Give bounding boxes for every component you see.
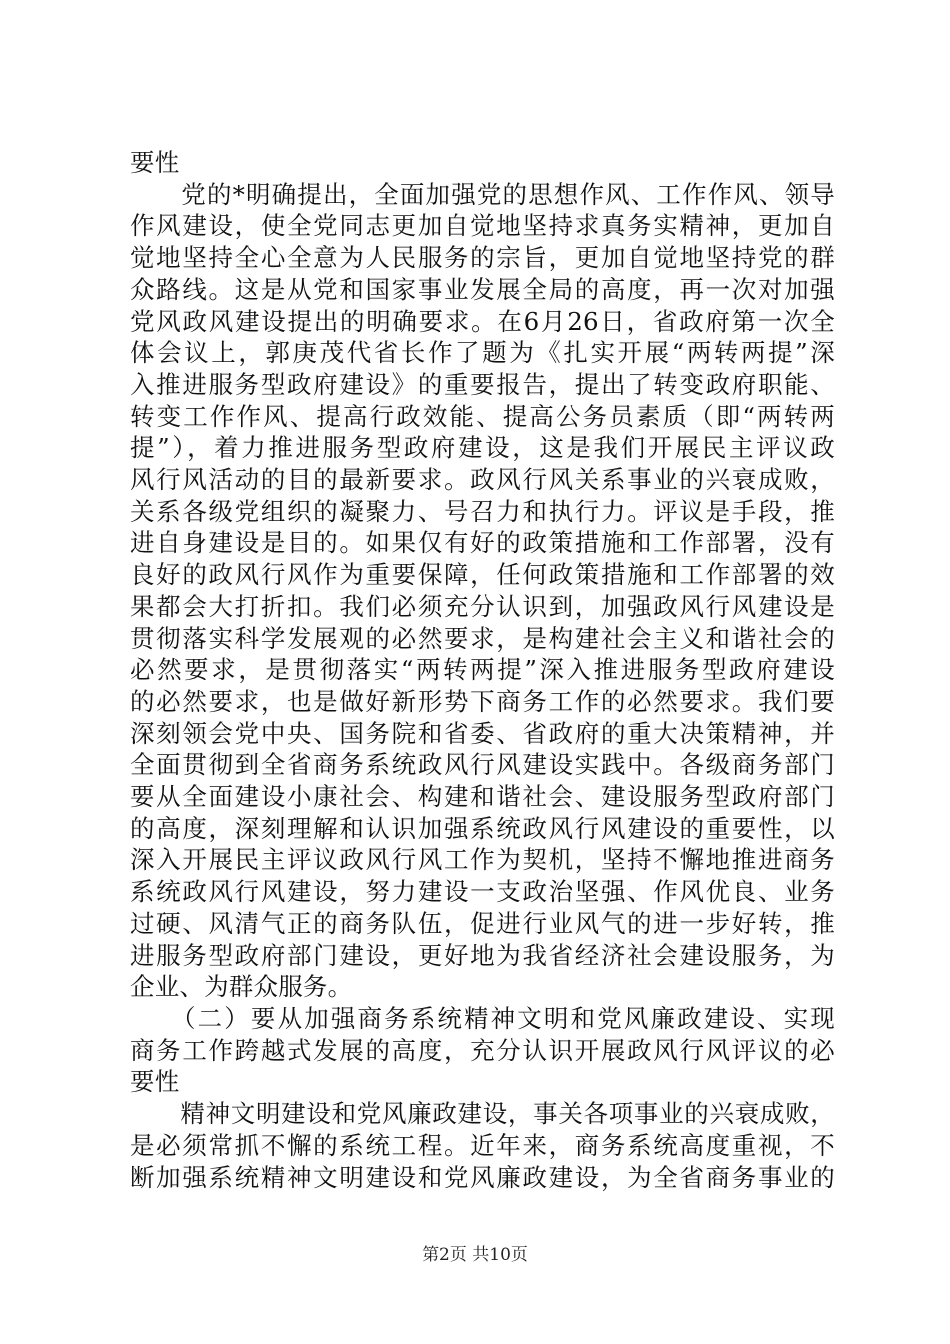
text-line: 系统政风行风建设，努力建设一支政治坚强、作风优良、业务 [130,877,835,907]
text-line: 的必然要求，也是做好新形势下商务工作的必然要求。我们要 [130,686,835,716]
text-line: 贯彻落实科学发展观的必然要求，是构建社会主义和谐社会的 [130,623,835,653]
text-line: 精神文明建设和党风廉政建设，事关各项事业的兴衰成败， [130,1099,835,1129]
text-line: 的高度，深刻理解和认识加强系统政风行风建设的重要性，以 [130,813,835,843]
text-line: 全面贯彻到全省商务系统政风行风建设实践中。各级商务部门 [130,750,835,780]
text-line: 断加强系统精神文明建设和党风廉政建设，为全省商务事业的 [130,1162,835,1192]
document-body [130,147,835,1193]
text-line: 关系各级党组织的凝聚力、号召力和执行力。评议是手段，推 [130,496,835,526]
text-line: 转变工作作风、提高行政效能、提高公务员素质（即“两转两 [130,401,835,431]
text-line: 商务工作跨越式发展的高度，充分认识开展政风行风评议的必 [130,1035,835,1065]
text-line: 提”），着力推进服务型政府建设，这是我们开展民主评议政 [130,433,835,463]
text-line: 企业、为群众服务。 [130,972,353,1002]
text-line: 必然要求，是贯彻落实“两转两提”深入推进服务型政府建设 [130,655,835,685]
text-line: 党风政风建设提出的明确要求。在6月26日，省政府第一次全 [130,306,835,336]
text-line: 进自身建设是目的。如果仅有好的政策措施和工作部署，没有 [130,528,835,558]
text-line: 良好的政风行风作为重要保障，任何政策措施和工作部署的效 [130,560,835,590]
text-line: 果都会大打折扣。我们必须充分认识到，加强政风行风建设是 [130,591,835,621]
text-line: 党的*明确提出，全面加强党的思想作风、工作作风、领导 [130,179,835,209]
text-line: 要性 [130,1067,180,1097]
text-line: 要从全面建设小康社会、构建和谐社会、建设服务型政府部门 [130,782,835,812]
text-line: 是必须常抓不懈的系统工程。近年来，商务系统高度重视，不 [130,1130,835,1160]
text-line: 深入开展民主评议政风行风工作为契机，坚持不懈地推进商务 [130,845,835,875]
text-line: 要性 [130,148,180,177]
text-line: （二）要从加强商务系统精神文明和党风廉政建设、实现 [130,1003,835,1033]
page-footer: 第2页 共10页 [422,1245,528,1265]
text-line: 体会议上，郭庚茂代省长作了题为《扎实开展“两转两提”深 [130,338,835,368]
text-line: 作风建设，使全党同志更加自觉地坚持求真务实精神，更加自 [130,211,835,241]
text-line: 觉地坚持全心全意为人民服务的宗旨，更加自觉地坚持党的群 [130,243,835,273]
text-line: 众路线。这是从党和国家事业发展全局的高度，再一次对加强 [130,274,835,304]
text-line: 入推进服务型政府建设》的重要报告，提出了转变政府职能、 [130,369,835,399]
text-line: 过硬、风清气正的商务队伍，促进行业风气的进一步好转，推 [130,908,835,938]
text-line: 深刻领会党中央、国务院和省委、省政府的重大决策精神，并 [130,718,835,748]
text-line: 进服务型政府部门建设，更好地为我省经济社会建设服务，为 [130,940,835,970]
text-line: 风行风活动的目的最新要求。政风行风关系事业的兴衰成败， [130,465,835,495]
